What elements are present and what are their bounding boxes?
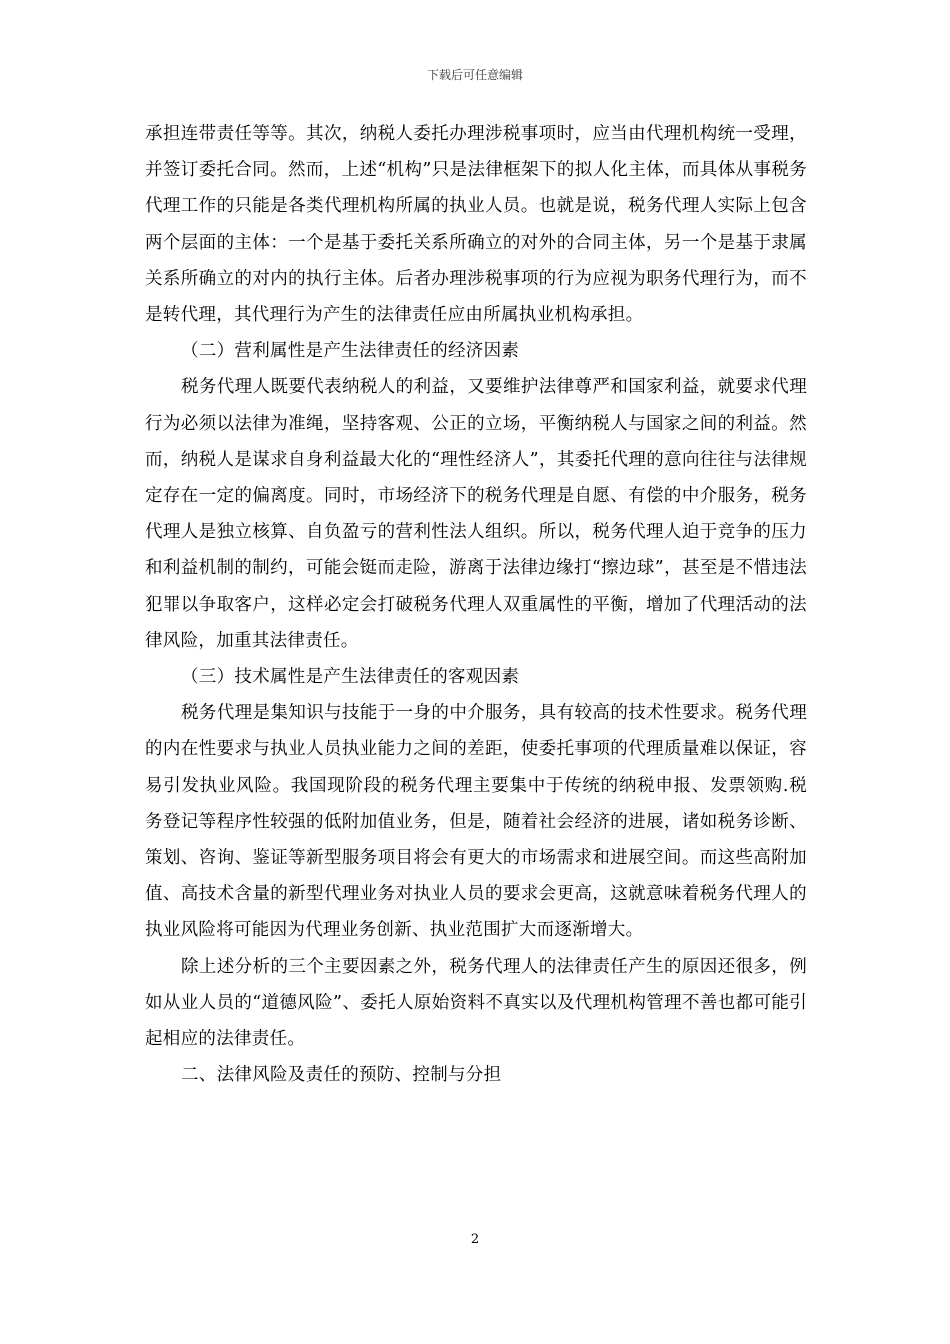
page-number: 2 [470,1232,480,1247]
section-heading-2: （二）营利属性是产生法律责任的经济因素 [181,341,520,362]
document-body [145,116,807,1093]
paragraph-other-factors: 除上述分析的三个主要因素之外，税务代理人的法律责任产生的原因还很多，例如从业人员的“道德风险”、委托人原始资料不真实以及代理机构管理不善也都可能引起相应的法律责任。 [145,956,807,1050]
paragraph-continuation: 承担连带责任等等。其次，纳税人委托办理涉税事项时，应当由代理机构统一受理，并签订委托合同。然而，上述“机构”只是法律框架下的拟人化主体，而具体从事税务代理工作的只能是各类代理机构所属的执业人员。也就是说，税务代理人实际上包含两个层面的主体：一个是基于委托关系所确立的对外的合同主体，另一个是基于隶属关系所确立的对内的执行主体。后者办理涉税事项的行为应视为职务代理行为，而不是转代理，其代理行为产生的法律责任应由所属执业机构承担。 [145,124,807,326]
chapter-heading-2: 二、法律风险及责任的预防、控制与分担 [181,1065,502,1086]
paragraph-technical-factor: 税务代理是集知识与技能于一身的中介服务，具有较高的技术性要求。税务代理的内在性要求与执业人员执业能力之间的差距，使委托事项的代理质量难以保证，容易引发执业风险。我国现阶段的税务代理主要集中于传统的纳税申报、发票领购.税务登记等程序性较强的低附加值业务，但是，随着社会经济的进展，诸如税务诊断、策划、咨询、鉴证等新型服务项目将会有更大的市场需求和进展空间。而这些高附加值、高技术含量的新型代理业务对执业人员的要求会更高，这就意味着税务代理人的执业风险将可能因为代理业务创新、执业范围扩大而逐渐增大。 [145,703,807,941]
section-heading-3: （三）技术属性是产生法律责任的客观因素 [181,667,520,688]
page-header: 下载后可任意编辑 [426,68,523,82]
paragraph-economic-factor: 税务代理人既要代表纳税人的利益，又要维护法律尊严和国家利益，就要求代理行为必须以法律为准绳，坚持客观、公正的立场，平衡纳税人与国家之间的利益。然而，纳税人是谋求自身利益最大化的“理性经济人”，其委托代理的意向往往与法律规定存在一定的偏离度。同时，市场经济下的税务代理是自愿、有偿的中介服务，税务代理人是独立核算、自负盈亏的营利性法人组织。所以，税务代理人迫于竞争的压力和利益机制的制约，可能会铤而走险，游离于法律边缘打“擦边球”，甚至是不惜违法犯罪以争取客户，这样必定会打破税务代理人双重属性的平衡，增加了代理活动的法律风险，加重其法律责任。 [145,377,807,651]
